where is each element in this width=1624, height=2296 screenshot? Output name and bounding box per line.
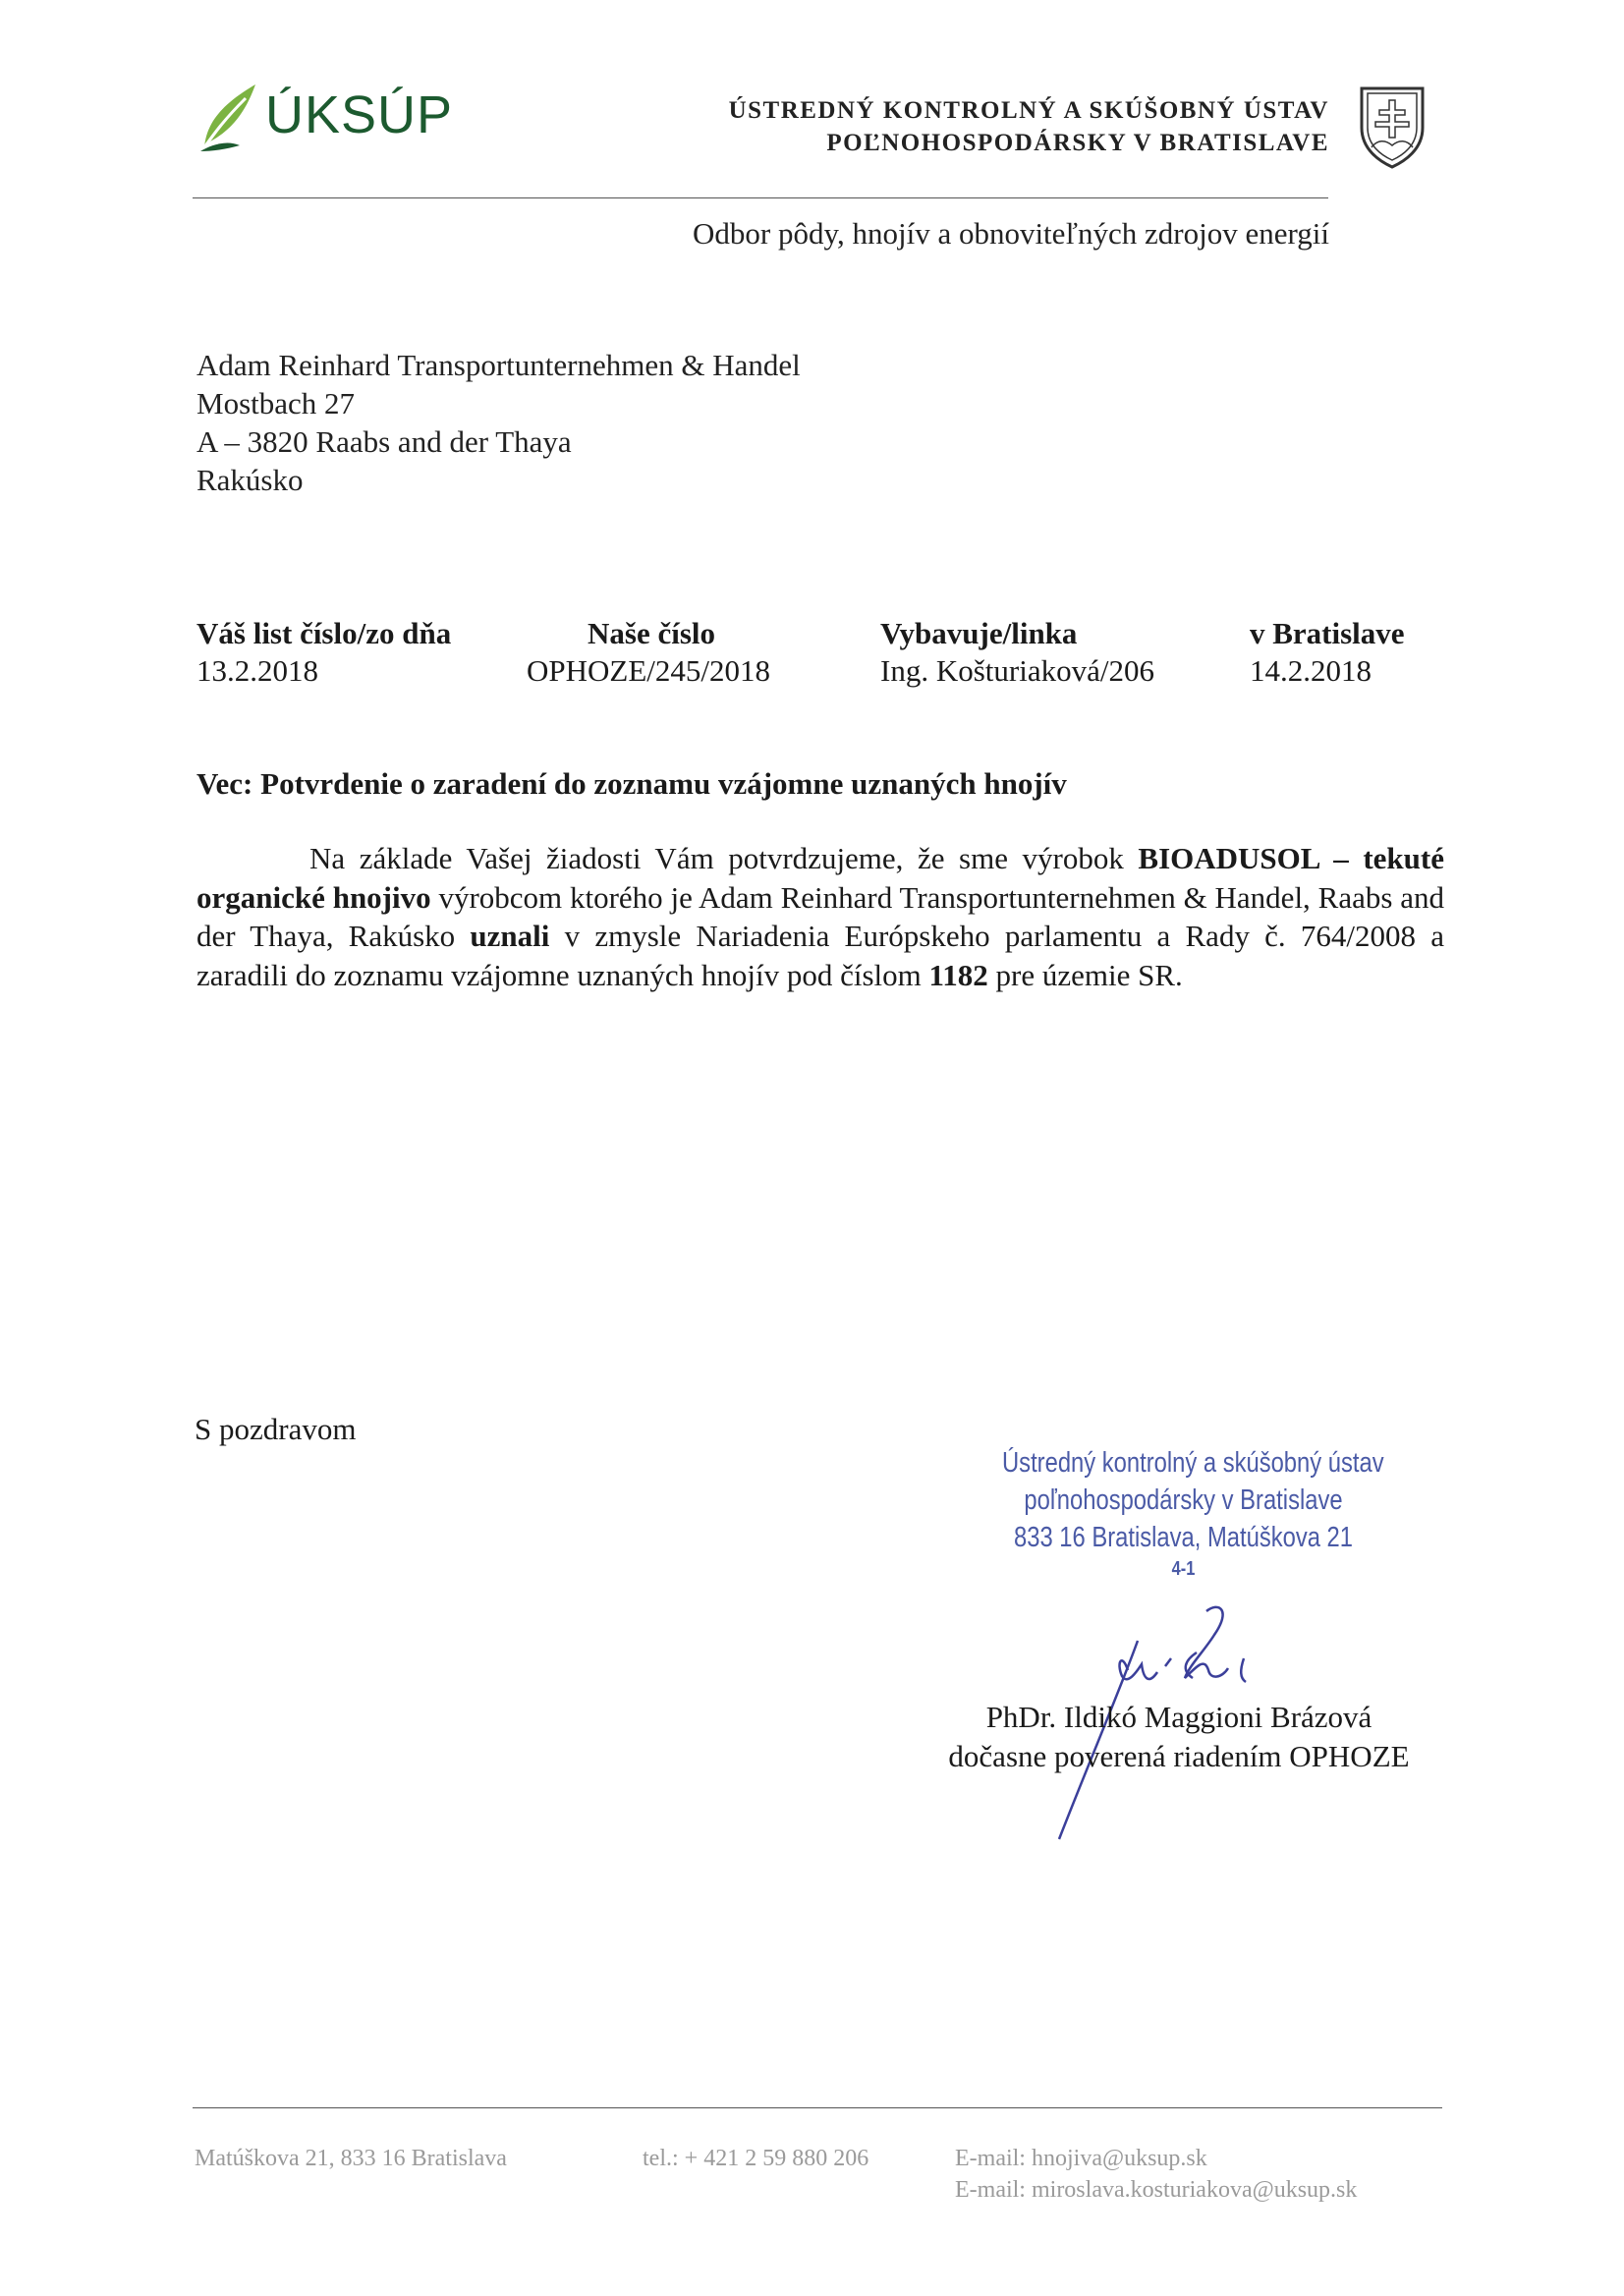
letter-date: 14.2.2018 <box>1250 653 1372 688</box>
logo-text: ÚKSÚP <box>265 85 454 144</box>
footer-divider <box>193 2107 1442 2108</box>
registration-number: 1182 <box>928 957 988 992</box>
closing-greeting: S pozdravom <box>195 1412 357 1446</box>
recipient-address <box>196 346 801 499</box>
your-letter-label: Váš list číslo/zo dňa <box>196 616 452 650</box>
letter-subject: Vec: Potvrdenie o zaradení do zoznamu vzájomne uznaných hnojív <box>196 766 1067 801</box>
recipient-city: A – 3820 Raabs and der Thaya <box>196 424 572 459</box>
body-text: Na základe Vašej žiadosti Vám potvrdzujeme, že sme výrobok <box>309 841 1139 875</box>
body-paragraph <box>196 839 1444 994</box>
body-text: výrobcom ktorého je Adam Reinhard Transportunternehmen & Handel, Raabs and der Thaya, Rakúsko <box>196 879 1444 953</box>
our-number-value: OPHOZE/245/2018 <box>527 653 770 688</box>
handled-by-value: Ing. Košturiaková/206 <box>880 653 1154 688</box>
institution-name <box>729 94 1329 159</box>
stamp-line-3: 833 16 Bratislava, Matúškova 21 <box>1013 1522 1354 1553</box>
product-name: BIOADUSOL – tekuté organické hnojivo <box>196 841 1444 915</box>
handled-by-label: Vybavuje/linka <box>880 616 1078 650</box>
stamp-line-1: Ústredný kontrolný a skúšobný ústav <box>1002 1447 1384 1479</box>
signer-role: dočasne poverená riadením OPHOZE <box>948 1739 1410 1773</box>
institution-line-1: ÚSTREDNÝ KONTROLNÝ A SKÚŠOBNÝ ÚSTAV <box>728 97 1329 124</box>
department-name: Odbor pôdy, hnojív a obnoviteľných zdrojov energií <box>693 216 1329 251</box>
letter-body <box>196 839 1444 994</box>
uksup-logo <box>196 77 481 155</box>
recipient-street: Mostbach 27 <box>196 386 356 420</box>
recognized-word: uznali <box>470 919 550 953</box>
stamp-line-2: poľnohospodársky v Bratislave <box>1024 1484 1343 1516</box>
header-divider <box>193 197 1328 198</box>
stamp-number: 4-1 <box>1171 1558 1196 1580</box>
institution-line-2: POĽNOHOSPODÁRSKY V BRATISLAVE <box>826 130 1329 156</box>
signer-block <box>924 1698 1434 1776</box>
our-number-label: Naše číslo <box>588 616 716 650</box>
recipient-company: Adam Reinhard Transportunternehmen & Handel <box>196 348 801 382</box>
footer-email-contact: E-mail: miroslava.kosturiakova@uksup.sk <box>955 2177 1358 2203</box>
recipient-country: Rakúsko <box>196 463 304 497</box>
official-stamp <box>1002 1444 1384 1582</box>
slovak-coat-of-arms-icon <box>1358 84 1427 169</box>
your-letter-value: 13.2.2018 <box>196 653 318 688</box>
footer-email-general: E-mail: hnojiva@uksup.sk <box>955 2146 1207 2171</box>
leaf-icon <box>196 77 265 155</box>
footer-address: Matúškova 21, 833 16 Bratislava <box>195 2146 507 2171</box>
body-text: v zmysle Nariadenia Európskeho parlamentu a Rady č. 764/2008 a zaradili do zoznamu vzájomne uznaných hnojív pod číslom <box>196 919 1444 992</box>
footer-phone: tel.: + 421 2 59 880 206 <box>643 2146 869 2171</box>
body-text: pre územie SR. <box>987 957 1183 992</box>
place-label: v Bratislave <box>1250 616 1405 650</box>
signer-name: PhDr. Ildikó Maggioni Brázová <box>985 1700 1372 1734</box>
